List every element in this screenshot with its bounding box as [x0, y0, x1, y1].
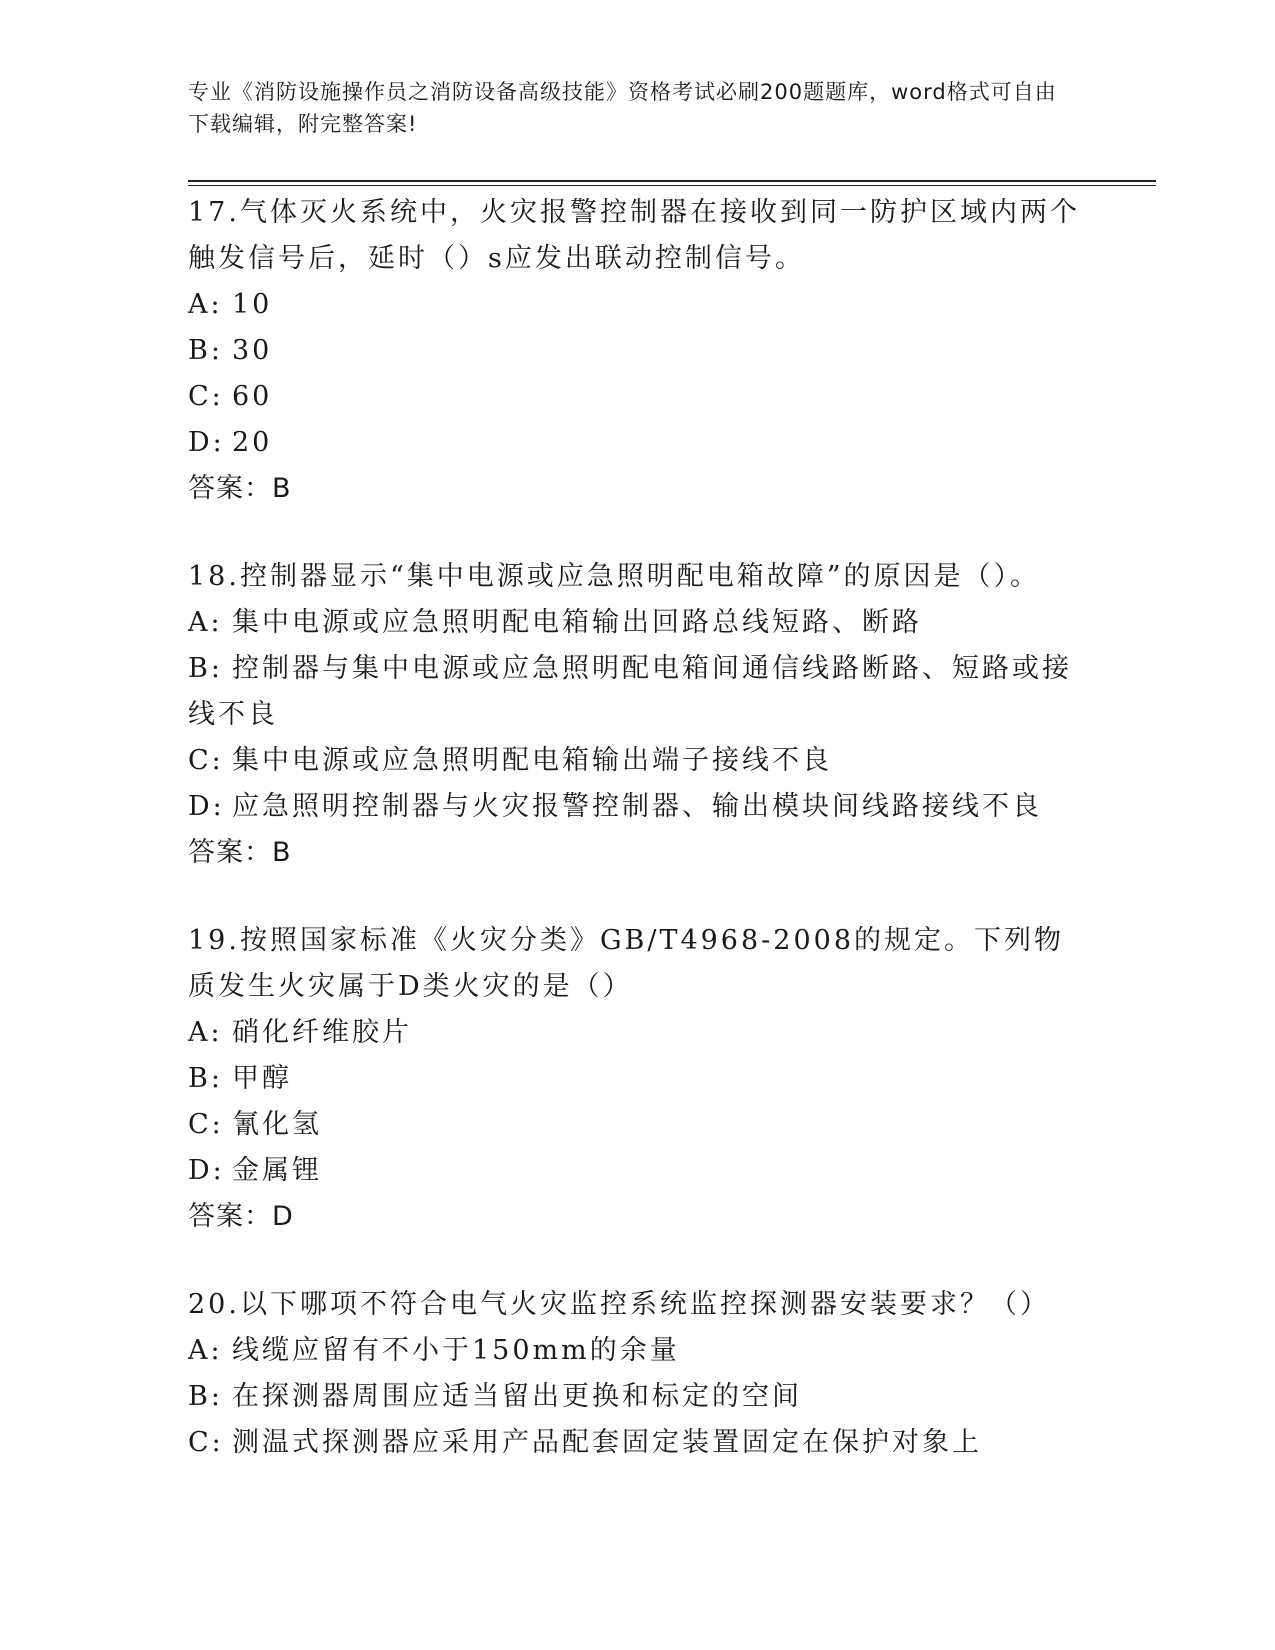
option-c [188, 1420, 1088, 1466]
option-letter: B: [188, 335, 223, 366]
option-b [188, 1056, 1088, 1102]
option-text: 集中电源或应急照明配电箱输出端子接线不良 [232, 745, 832, 776]
question-stem: 17.气体灭火系统中，火灾报警控制器在接收到同一防护区域内两个触发信号后，延时（）s应发出联动控制信号。 [188, 197, 1080, 274]
option-letter: C: [188, 381, 224, 412]
option-d [188, 784, 1088, 830]
option-letter: B: [188, 1381, 223, 1412]
question-19 [188, 918, 1088, 1240]
option-text: 控制器与集中电源或应急照明配电箱间通信线路断路、短路或接线不良 [188, 653, 1072, 730]
option-letter: A: [188, 289, 223, 320]
option-c [188, 1102, 1088, 1148]
header-rule-thick [188, 180, 1156, 182]
answer-line: 答案：D [188, 1201, 294, 1232]
question-list [188, 190, 1088, 1508]
question-stem: 18.控制器显示“集中电源或应急照明配电箱故障”的原因是（）。 [188, 561, 1041, 592]
option-text: 集中电源或应急照明配电箱输出回路总线短路、断路 [232, 607, 922, 638]
option-text: 60 [232, 381, 273, 412]
option-text: 10 [232, 289, 273, 320]
option-letter: C: [188, 1427, 224, 1458]
option-letter: A: [188, 607, 223, 638]
document-header: 专业《消防设施操作员之消防设备高级技能》资格考试必刷200题题库，word格式可自由下载编辑，附完整答案! [188, 80, 1057, 136]
option-letter: D: [188, 1155, 225, 1186]
option-letter: A: [188, 1017, 223, 1048]
question-20 [188, 1282, 1088, 1466]
option-letter: A: [188, 1335, 223, 1366]
option-b [188, 328, 1088, 374]
answer-line: 答案：B [188, 473, 292, 504]
option-a [188, 282, 1088, 328]
option-text: 20 [232, 427, 273, 458]
option-text: 应急照明控制器与火灾报警控制器、输出模块间线路接线不良 [232, 791, 1042, 822]
option-text: 甲醇 [232, 1063, 292, 1094]
option-c [188, 374, 1088, 420]
option-a [188, 1010, 1088, 1056]
question-stem: 20.以下哪项不符合电气火灾监控系统监控探测器安装要求？（） [188, 1289, 1050, 1320]
option-d [188, 1148, 1088, 1194]
option-letter: C: [188, 745, 224, 776]
option-letter: D: [188, 427, 225, 458]
option-text: 线缆应留有不小于150mm的余量 [232, 1335, 680, 1366]
option-text: 硝化纤维胶片 [232, 1017, 412, 1048]
option-text: 测温式探测器应采用产品配套固定装置固定在保护对象上 [232, 1427, 982, 1458]
option-text: 30 [232, 335, 273, 366]
option-a [188, 1328, 1088, 1374]
option-a [188, 600, 1088, 646]
option-b [188, 1374, 1088, 1420]
option-text: 金属锂 [232, 1155, 322, 1186]
option-letter: C: [188, 1109, 224, 1140]
answer-line: 答案：B [188, 837, 292, 868]
option-letter: D: [188, 791, 225, 822]
option-text: 氰化氢 [232, 1109, 322, 1140]
question-17 [188, 190, 1088, 512]
question-stem: 19.按照国家标准《火灾分类》GB/T4968-2008的规定。下列物质发生火灾属于D类火灾的是（） [188, 925, 1065, 1002]
option-text: 在探测器周围应适当留出更换和标定的空间 [232, 1381, 802, 1412]
option-letter: B: [188, 653, 223, 684]
option-d [188, 420, 1088, 466]
option-c [188, 738, 1088, 784]
question-18 [188, 554, 1088, 876]
header-rule-thin [188, 185, 1156, 186]
option-b [188, 646, 1088, 738]
option-letter: B: [188, 1063, 223, 1094]
